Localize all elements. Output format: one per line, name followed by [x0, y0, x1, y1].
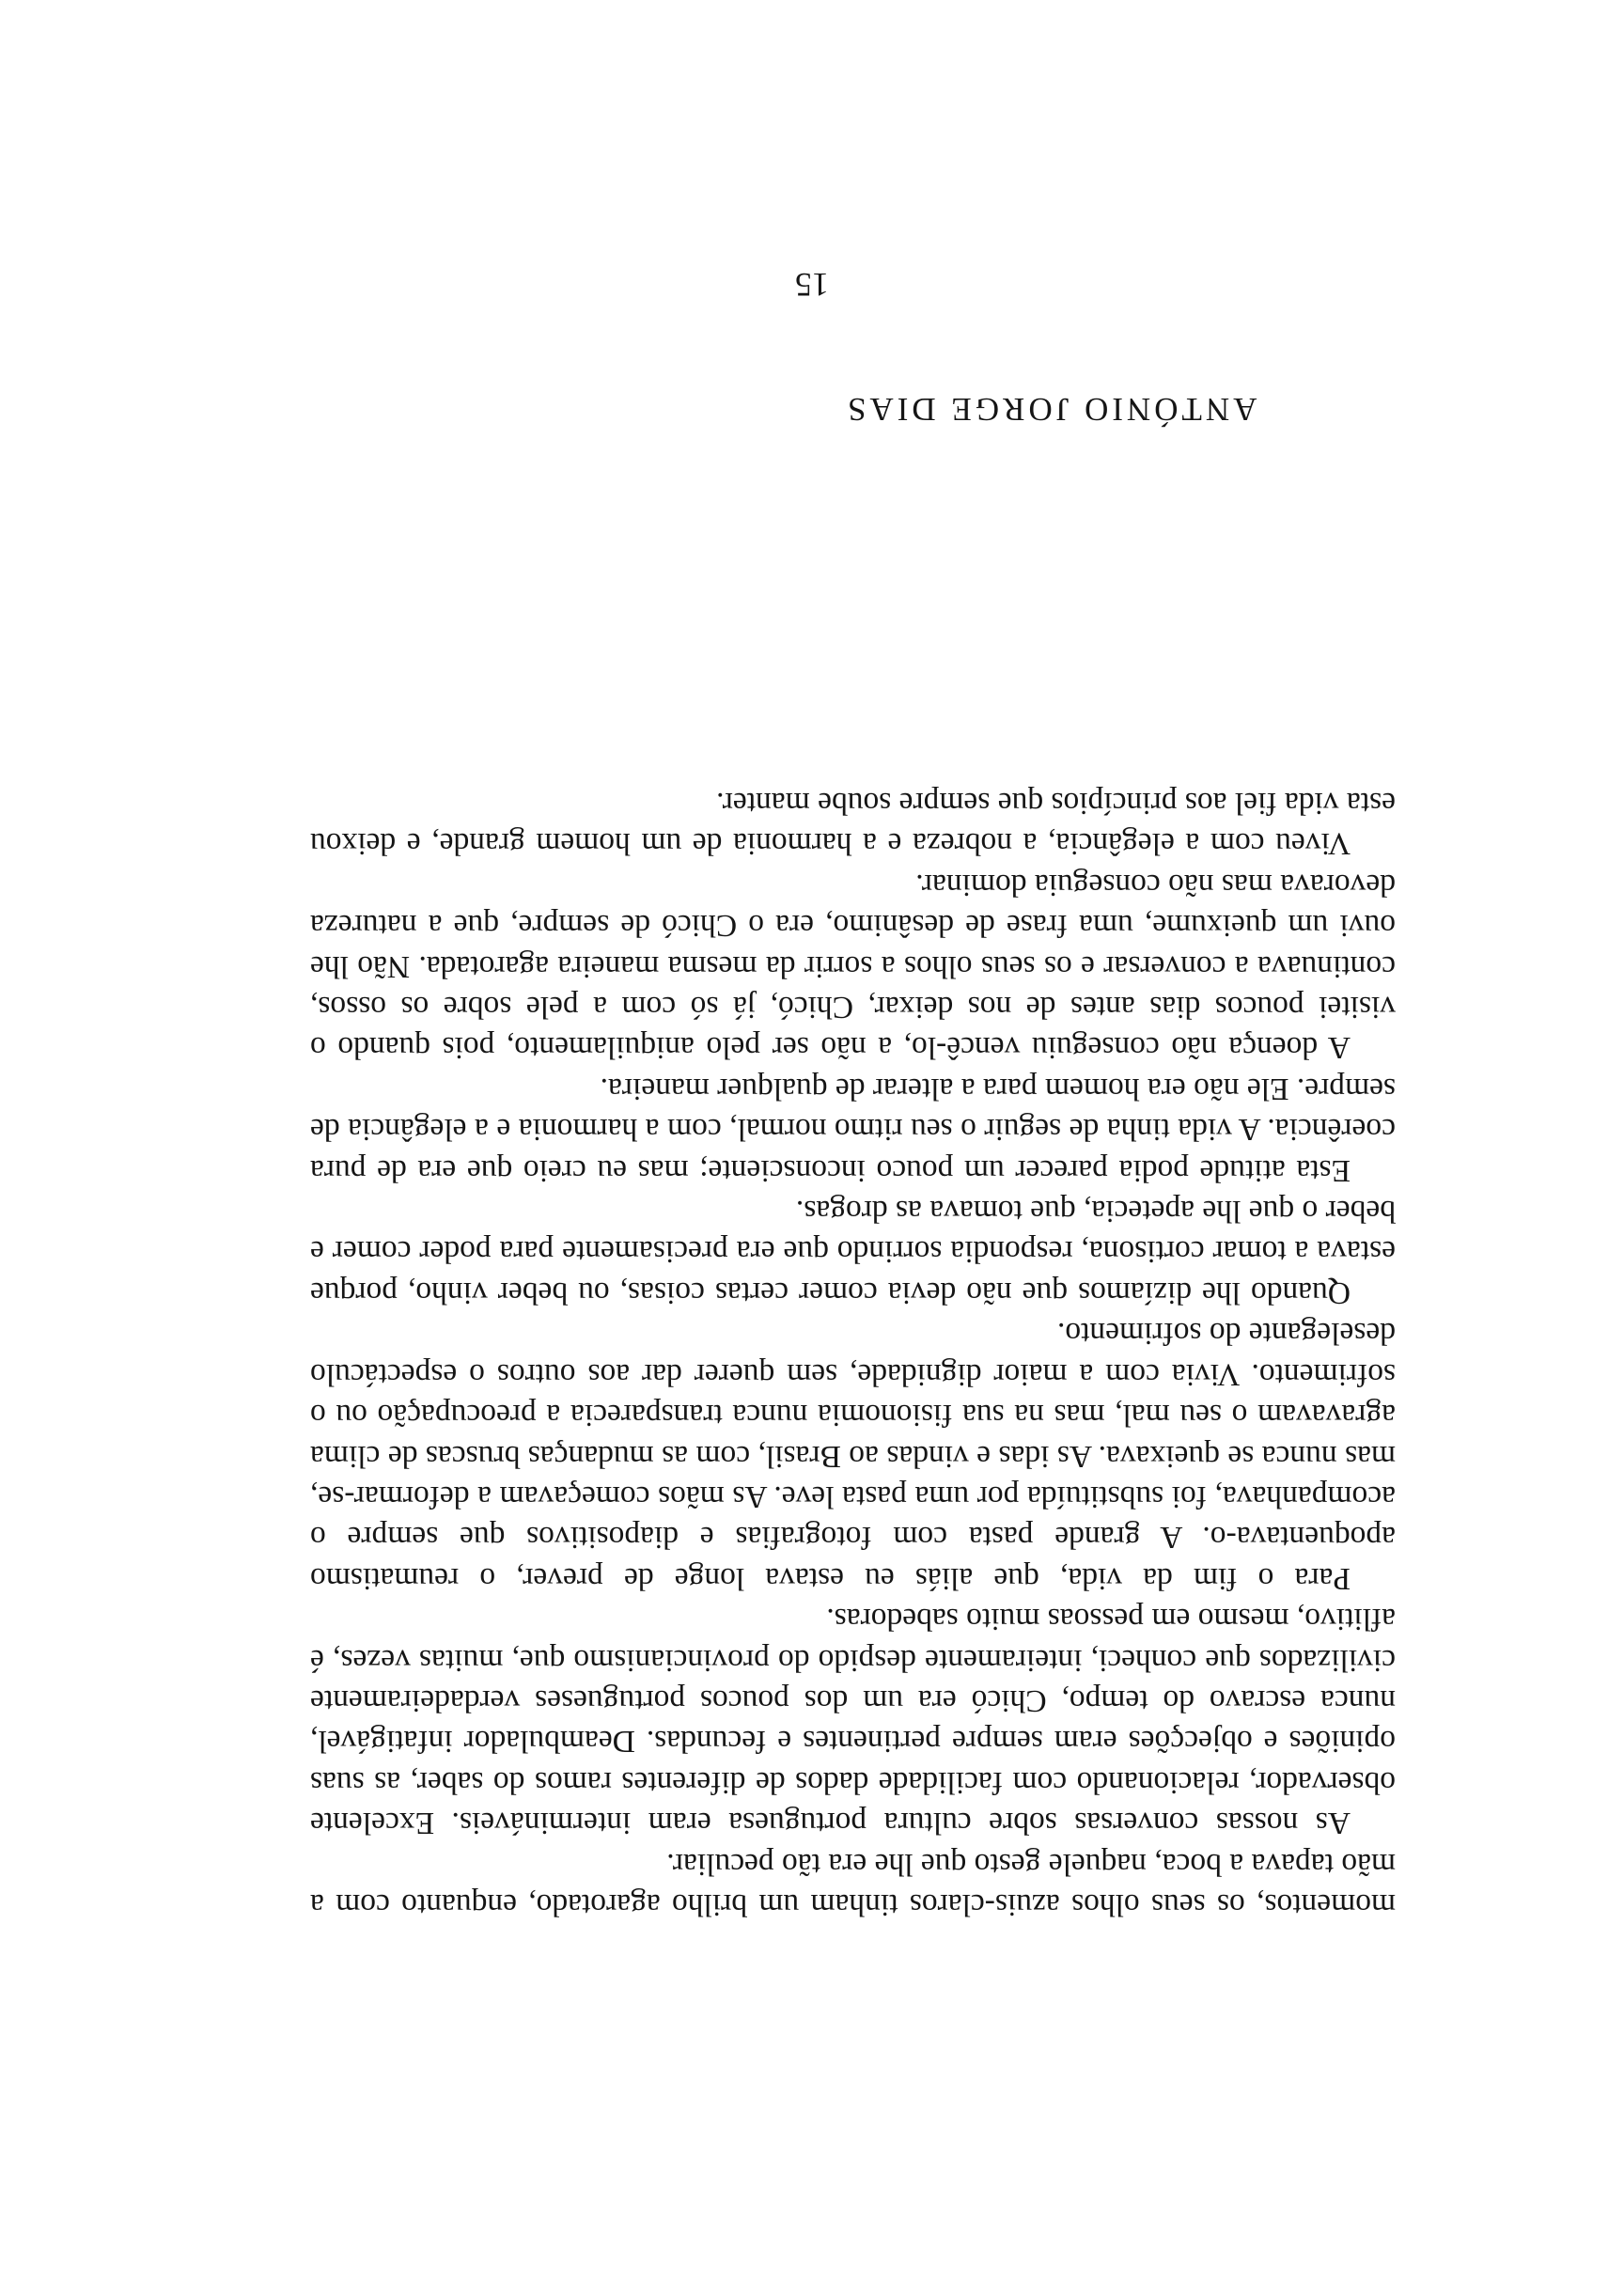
paragraph: As nossas conversas sobre cultura portuguesa eram intermináveis. Excelente observador, relacionando com facilidade dados de diferentes ramos do saber, as suas opiniões e objecções eram sempre pertinentes e fecundas. Deambulador infatigável, nunca escravo do tempo, Chicó era um dos poucos portugueses verdadeiramente civilizados que conheci, inteiramente despido do provincianismo que, muitas vezes, é aflitivo, mesmo em pessoas muito sabedoras. [310, 1602, 1396, 1841]
paragraph: Quando lhe dizíamos que não devia comer certas coisas, ou beber vinho, porque estava a tomar cortisona, respondia sorrindo que era precisamente para poder comer e beber o que lhe apetecia, que tomava as drogas. [310, 1194, 1396, 1310]
paragraph: Para o fim da vida, que aliás eu estava longe de prever, o reumatismo apoquentava-o. A grande pasta com fotografias e diapositivos que sempre o acompanhava, foi substituída por uma pasta leve. As mãos começavam a deformar-se, mas nunca se queixava. As idas e vindas ao Brasil, com as mudanças bruscas de clima agravavam o seu mal, mas na sua fisionomia nunca transparecia a preocupação ou o sofrimento. Vivia com a maior dignidade, sem querer dar aos outros o espectáculo deselegante do sofrimento. [310, 1316, 1396, 1596]
paragraph: momentos, os seus olhos azuis-claros tinham um brilho agarotado, enquanto com a mão tapava a boca, naquele gesto que lhe era tão peculiar. [310, 1846, 1396, 1922]
page-number: 15 [795, 266, 829, 304]
paragraph: A doença não conseguiu vencê-lo, a não ser pelo aniquilamento, pois quando o visitei poucos dias antes de nos deixar, Chicó, já só com a pele sobre os ossos, continuava a conversar e os seus olhos a sorrir da mesma maneira agarotada. Não lhe ouvi um queixume, uma frase de desânimo, era o Chicó de sempre, que a natureza devorava mas não conseguia dominar. [310, 867, 1396, 1066]
body-text [310, 783, 1396, 1925]
paragraph: Viveu com a elegância, a nobreza e a harmonia de um homem grande, e deixou esta vida fiel aos princípios que sempre soube manter. [310, 786, 1396, 862]
paragraph: Esta atitude podia parecer um pouco inconsciente; mas eu creio que era de pura coerência. A vida tinha de seguir o seu ritmo normal, com a harmonia e a elegância de sempre. Ele não era homem para a alterar de qualquer maneira. [310, 1071, 1396, 1188]
author-signature: ANTÓNIO JORGE DIAS [844, 391, 1257, 428]
